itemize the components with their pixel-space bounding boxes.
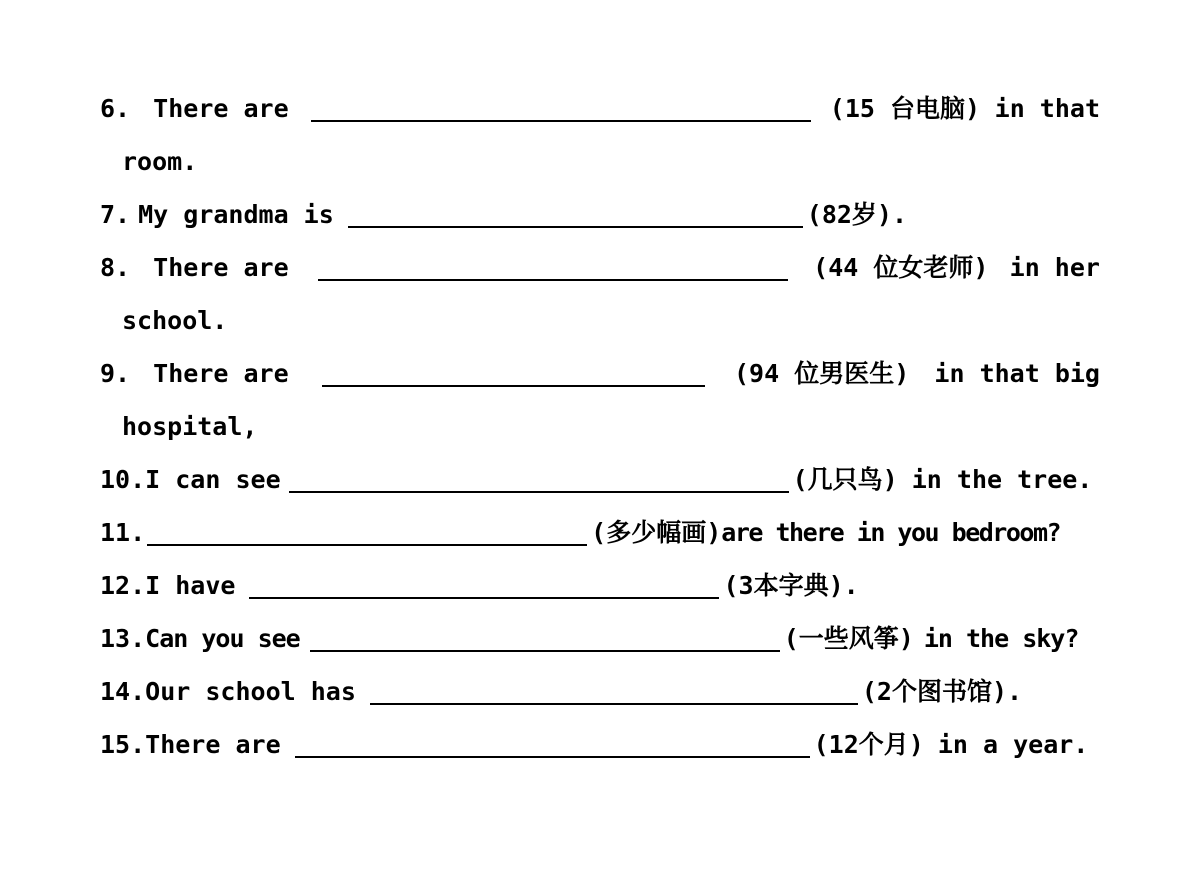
- item-number: 15.: [100, 730, 146, 759]
- item-number: 13.: [100, 624, 146, 653]
- item-hint: (多少幅画): [591, 518, 722, 547]
- item-suffix: in that: [994, 94, 1100, 123]
- exercise-item-14: [100, 665, 1100, 718]
- item-hint: (82岁).: [806, 200, 908, 229]
- item-number: 6.: [100, 94, 131, 123]
- exercise-item-12: [100, 559, 1100, 612]
- item-prefix: I have: [145, 571, 236, 600]
- item-hint: (几只鸟): [792, 465, 898, 494]
- item-number: 7.: [100, 200, 131, 229]
- item-prefix: My grandma is: [138, 200, 334, 229]
- item-hint: (3本字典).: [723, 571, 859, 600]
- answer-blank[interactable]: [322, 385, 705, 387]
- item-number: 10.: [100, 465, 146, 494]
- item-number: 11.: [100, 518, 146, 547]
- item-hint: (12个月): [813, 730, 924, 759]
- item-number: 14.: [100, 677, 146, 706]
- exercise-item-11: [100, 506, 1100, 559]
- answer-blank[interactable]: [348, 226, 803, 228]
- item-number: 12.: [100, 571, 146, 600]
- item-prefix: Our school has: [145, 677, 356, 706]
- item-continuation: room.: [122, 147, 198, 176]
- item-number: 8.: [100, 253, 131, 282]
- exercise-sheet: [100, 82, 1100, 771]
- exercise-item-8: [100, 241, 1100, 294]
- exercise-item-6: [100, 82, 1100, 135]
- exercise-item-15: [100, 718, 1100, 771]
- item-prefix: I can see: [145, 465, 281, 494]
- answer-blank[interactable]: [147, 544, 587, 546]
- answer-blank[interactable]: [249, 597, 719, 599]
- item-suffix: are there in you bedroom?: [721, 518, 1061, 547]
- exercise-item-10: [100, 453, 1100, 506]
- answer-blank[interactable]: [370, 703, 858, 705]
- item-suffix: in her: [1009, 253, 1100, 282]
- item-number: 9.: [100, 359, 131, 388]
- item-hint: (44 位女老师): [813, 253, 989, 282]
- item-prefix: There are: [145, 730, 281, 759]
- item-suffix: in the sky?: [923, 624, 1079, 653]
- item-hint: (94 位男医生): [733, 359, 910, 388]
- item-suffix: in a year.: [937, 730, 1089, 759]
- exercise-item-9-continuation: [100, 400, 1100, 453]
- item-prefix: Can you see: [145, 624, 300, 653]
- exercise-item-9: [100, 347, 1100, 400]
- item-hint: (15 台电脑): [829, 94, 981, 123]
- item-suffix: in that big: [934, 359, 1100, 388]
- item-hint: (2个图书馆).: [861, 677, 1023, 706]
- answer-blank[interactable]: [310, 650, 780, 652]
- answer-blank[interactable]: [311, 120, 811, 122]
- item-suffix: in the tree.: [911, 465, 1093, 494]
- exercise-item-6-continuation: [100, 135, 1100, 188]
- item-prefix: There are: [153, 253, 289, 282]
- item-continuation: hospital,: [122, 412, 258, 441]
- answer-blank[interactable]: [295, 756, 810, 758]
- item-hint: (一些风筝): [783, 624, 914, 653]
- exercise-item-7: [100, 188, 1100, 241]
- answer-blank[interactable]: [318, 279, 788, 281]
- item-prefix: There are: [153, 359, 289, 388]
- exercise-item-13: [100, 612, 1100, 665]
- answer-blank[interactable]: [289, 491, 789, 493]
- item-continuation: school.: [122, 306, 228, 335]
- exercise-item-8-continuation: [100, 294, 1100, 347]
- item-prefix: There are: [153, 94, 289, 123]
